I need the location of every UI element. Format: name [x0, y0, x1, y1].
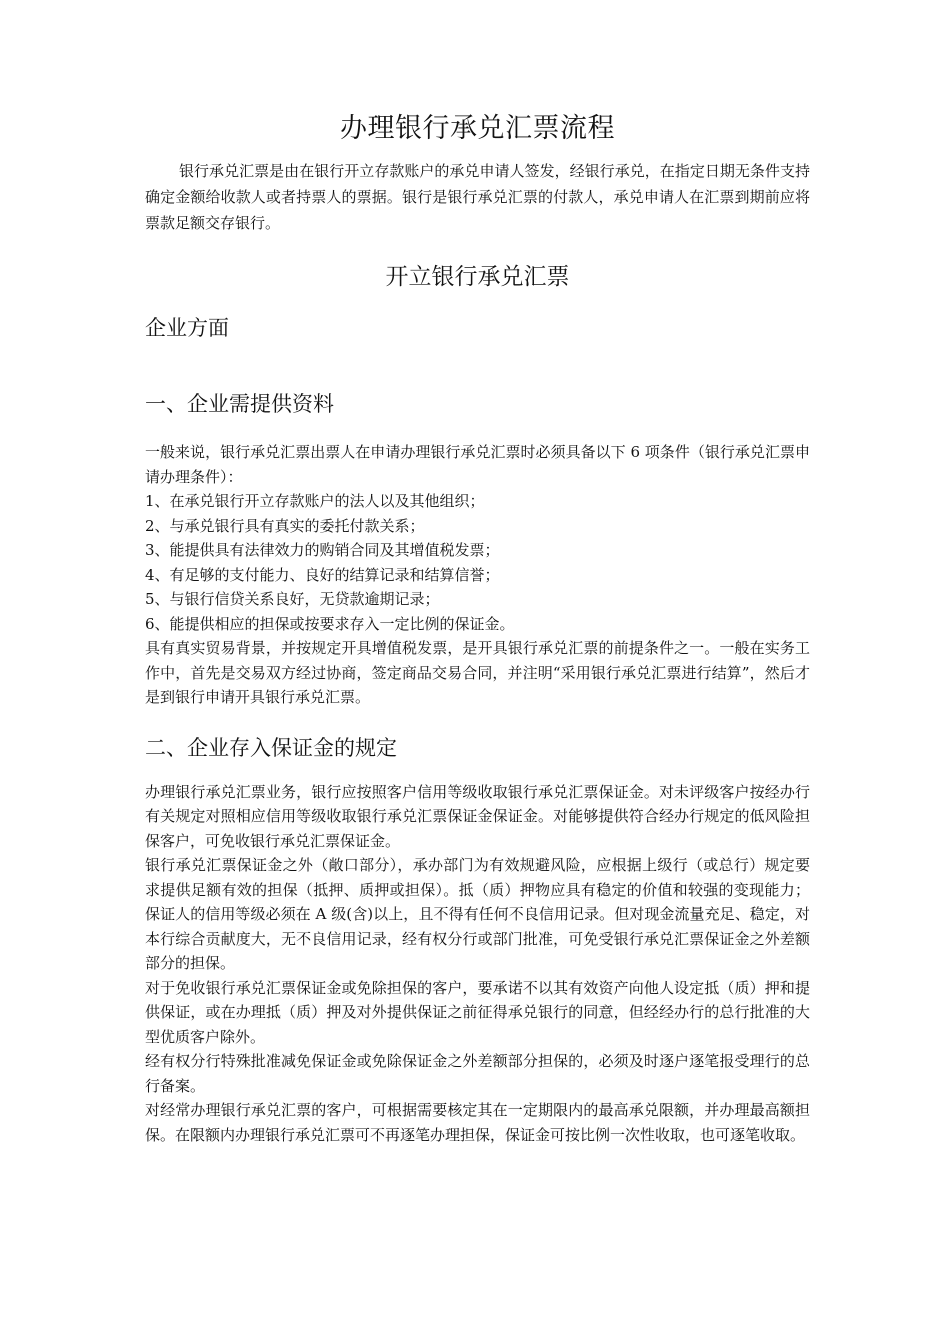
condition-item-5: 5、与银行信贷关系良好，无贷款逾期记录； [145, 590, 440, 608]
document-title: 办理银行承兑汇票流程 [340, 113, 615, 144]
section1-heading: 一、企业需提供资料 [145, 392, 334, 416]
condition-item-6: 6、能提供相应的担保或按要求存入一定比例的保证金。 [145, 614, 515, 633]
condition-item-4: 4、有足够的支付能力、良好的结算记录和结算信誉； [145, 565, 500, 584]
condition-item-1: 1、在承兑银行开立存款账户的法人以及其他组织； [145, 492, 485, 510]
condition-item-3: 3、能提供具有法律效力的购销合同及其增值税发票； [145, 541, 500, 559]
section2-paragraph-3: 对于免收银行承兑汇票保证金或免除担保的客户，要承诺不以其有效资产向他人设定抵（质）押和提供保证，或在办理抵（质）押及对外提供保证之前征得承兑银行的同意，但经经办行的总行批准的大型优质客户除外。 [145, 978, 810, 1046]
section2-heading: 二、企业存入保证金的规定 [145, 735, 397, 760]
condition-item-2: 2、与承兑银行具有真实的委托付款关系； [145, 516, 425, 535]
section2-paragraph-5: 对经常办理银行承兑汇票的客户，可根据需要核定其在一定期限内的最高承兑限额，并办理最高额担保。在限额内办理银行承兑汇票可不再逐笔办理担保，保证金可按比例一次性收取，也可逐笔收取。 [145, 1101, 810, 1144]
section1-closing: 具有真实贸易背景，并按规定开具增值税发票，是开具银行承兑汇票的前提条件之一。一般在实务工作中，首先是交易双方经过协商，签定商品交易合同，并注明“采用银行承兑汇票进行结算”，然后才是到银行申请开具银行承兑汇票。 [145, 639, 810, 706]
intro-paragraph: 银行承兑汇票是由在银行开立存款账户的承兑申请人签发，经银行承兑，在指定日期无条件支持确定金额给收款人或者持票人的票据。银行是银行承兑汇票的付款人，承兑申请人在汇票到期前应将票款足额交存银行。 [145, 162, 810, 232]
section2-paragraph-4: 经有权分行特殊批准减免保证金或免除保证金之外差额部分担保的，必须及时逐户逐笔报受理行的总行备案。 [145, 1052, 810, 1095]
section1-intro: 一般来说，银行承兑汇票出票人在申请办理银行承兑汇票时必须具备以下 6 项条件（银行承兑汇票申请办理条件）： [145, 443, 810, 486]
section2-paragraph-2: 银行承兑汇票保证金之外（敞口部分），承办部门为有效规避风险，应根据上级行（或总行）规定要求提供足额有效的担保（抵押、质押或担保）。抵（质）押物应具有稳定的价值和较强的变现能力；保证人的信用等级必须在 A 级(含)以上，且不得有任何不良信用记录。但对现金流量充足、稳定，对本行综合贡献度大，无不良信用记录，经有权分行或部门批准，可免受银行承兑汇票保证金之外差额部分的担保。 [145, 856, 810, 972]
document-page [145, 108, 810, 1147]
section2-paragraph-1: 办理银行承兑汇票业务，银行应按照客户信用等级收取银行承兑汇票保证金。对未评级客户按经办行有关规定对照相应信用等级收取银行承兑汇票保证金保证金。对能够提供符合经办行规定的低风险担保客户，可免收银行承兑汇票保证金。 [145, 782, 810, 850]
section-title: 开立银行承兑汇票 [385, 264, 570, 290]
enterprise-side-title: 企业方面 [145, 316, 229, 340]
